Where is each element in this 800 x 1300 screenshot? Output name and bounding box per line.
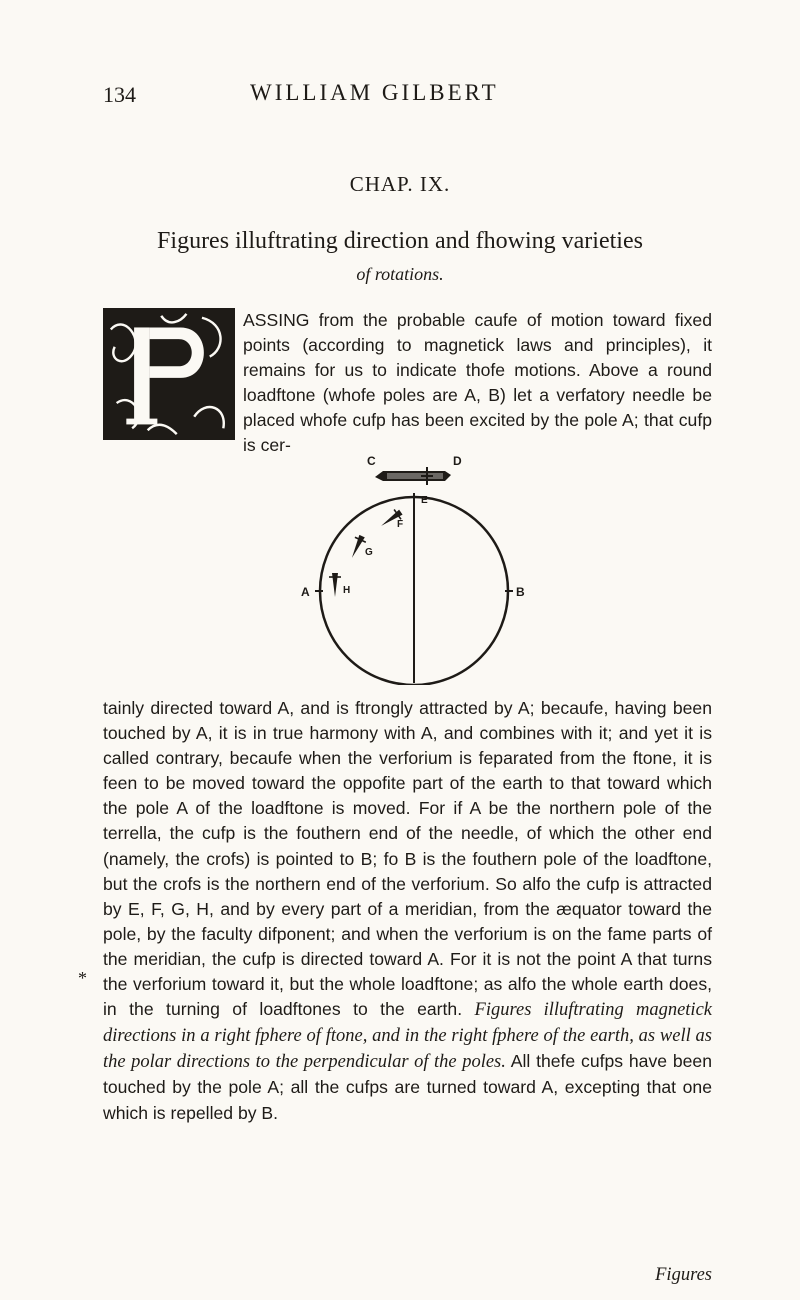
needle-label-g: G — [365, 547, 373, 558]
chapter-subtitle: of rotations. — [356, 264, 444, 284]
needle-label-e: E — [421, 495, 428, 506]
intro-paragraph: ASSING from the probable caufe of motion toward fixed points (according to magnetick laws and principles), it remains for us to indicate thofe motions. Above a round loadftone (whofe poles are A, B) let a verfatory needle be placed whofe cufp has been excited by the pole A; that cufp is cer- — [243, 310, 712, 456]
drop-cap — [103, 308, 235, 440]
chapter-label: CHAP. IX. — [349, 172, 451, 196]
figure-label-d: D — [453, 455, 462, 468]
needle-label-h: H — [343, 585, 351, 596]
main-text: tainly directed toward A, and is ftrongly attracted by A; becaufe, having been touched by A, it is in true harmony with A, and combines with it; and yet it is called contrary, becaufe when the verforium is feparated from the ftone, it is feen to be moved toward the oppofite part of the earth to that toward which the pole A of the loadftone is moved. For if A be the northern pole of the terrella, the cufp is the fouthern end of the needle, of which the other end (namely, the crofs) is pointed to B; fo B is the fouthern pole of the loadftone, but the crofs is the northern end of the verforium. So alfo the cufp is attracted by E, F, G, H, and by every part of a meridian, from the æquator toward the pole, by the faculty difponent; and when the verforium is on the fame parts of the meridian, the cufp is directed toward A. For it is not the point A that turns the verforium toward it, but the whole loadftone; as alfo the whole earth does, in the turning of loadftones to the earth. — [103, 698, 712, 1020]
main-paragraph — [103, 696, 712, 1126]
needle-label-f: F — [397, 519, 404, 530]
chapter-title: Figures illuftrating direction and fhowing varieties — [157, 228, 643, 254]
figure-label-a: A — [301, 585, 310, 599]
small-needle-icon — [329, 573, 341, 597]
caption-tail: All thefe cufps have been touched by the pole A; all the cufps are turned toward A, excepting that one which is repelled by B. — [103, 1051, 712, 1123]
figure-label-c: C — [367, 455, 376, 468]
figure-terrella-diagram — [275, 455, 555, 685]
ornamental-initial-icon — [105, 310, 233, 438]
catchword: Figures — [655, 1265, 712, 1285]
compass-needle-icon — [375, 467, 451, 485]
page-number: 134 — [103, 82, 136, 107]
figure-label-b: B — [516, 585, 525, 599]
margin-asterisk: * — [78, 968, 87, 988]
figures-caption: Figures illuftrating magnetick directions in a right fphere of ftone, and in the right fphere of the earth, as well as the polar directions to the perpendicular of the poles. — [103, 1000, 712, 1073]
running-title: WILLIAM GILBERT — [250, 80, 499, 105]
